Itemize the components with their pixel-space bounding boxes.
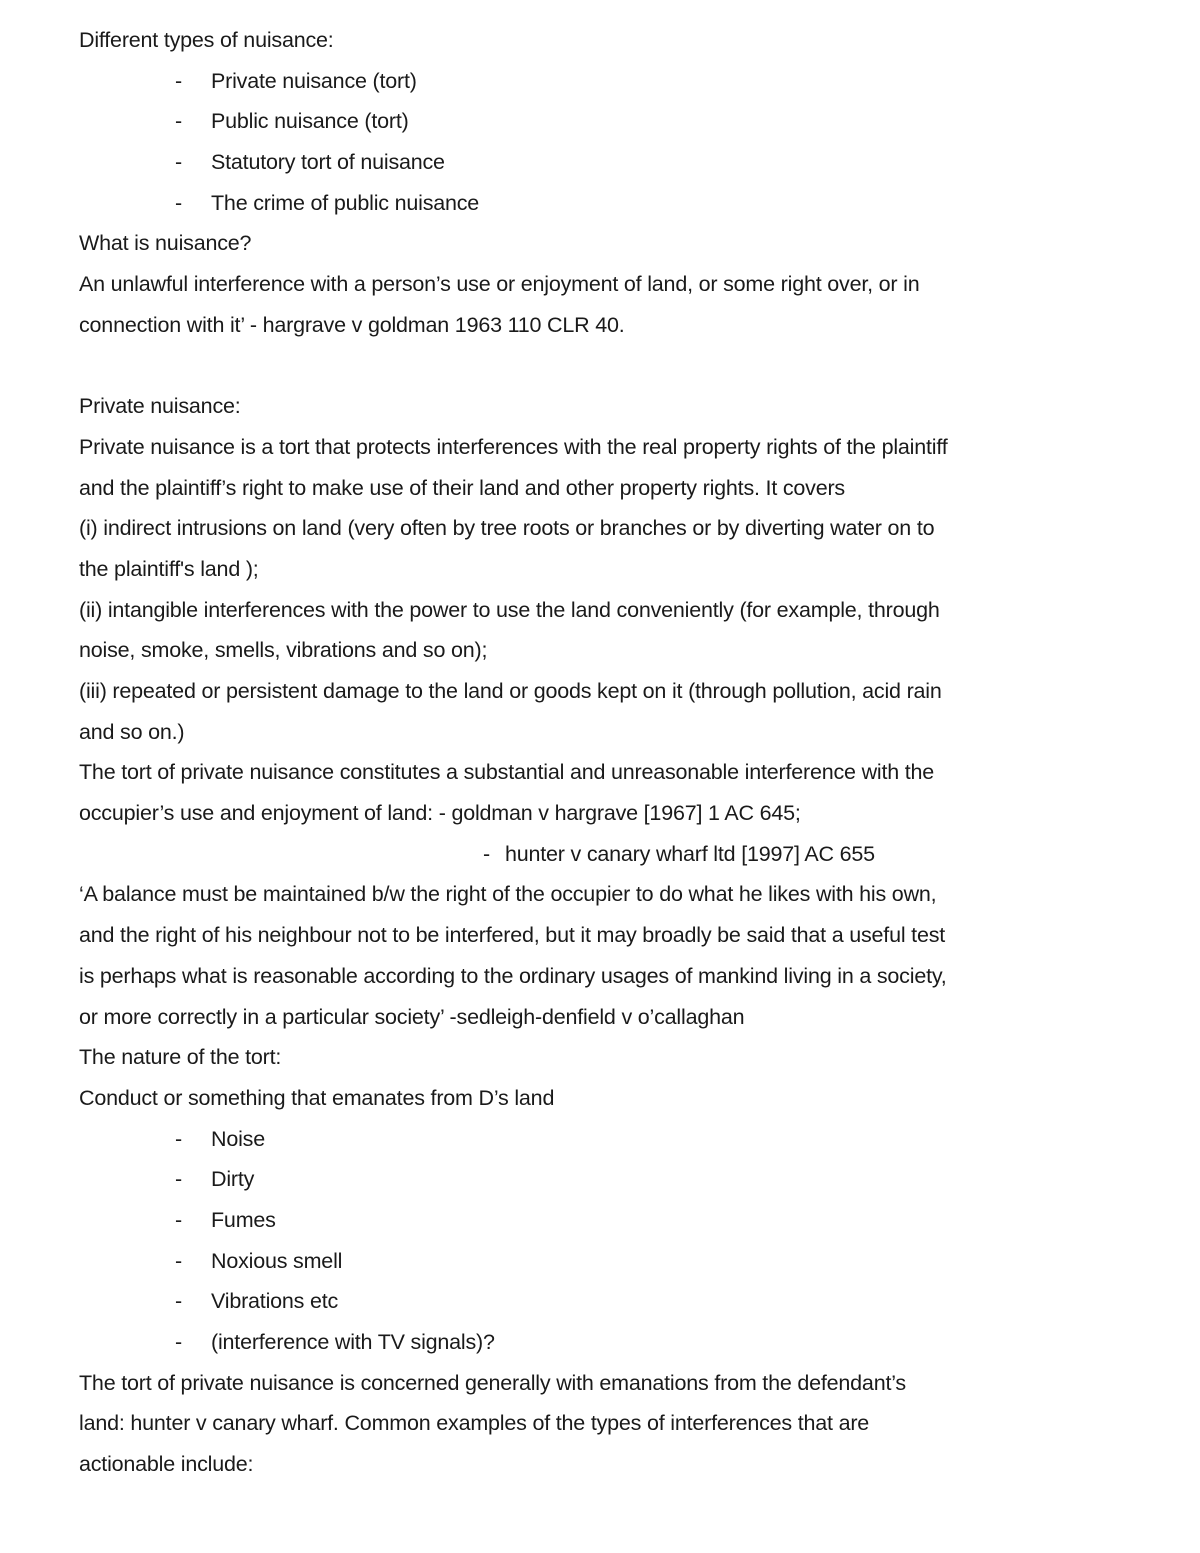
- case-citation-text: hunter v canary wharf ltd [1997] AC 655: [505, 841, 875, 866]
- bullet-dash: -: [175, 1167, 182, 1192]
- paragraph-line: Private nuisance is a tort that protects interferences with the real property rights of the plaintiff: [79, 434, 948, 459]
- list-item: [79, 1322, 1079, 1363]
- paragraph-line: occupier’s use and enjoyment of land: - goldman v hargrave [1967] 1 AC 645;: [79, 801, 801, 826]
- blank-line: [79, 346, 1079, 387]
- definition-line: connection with it’ - hargrave v goldman 1963 110 CLR 40.: [79, 312, 625, 337]
- conduct-line: Conduct or something that emanates from D’s land: [79, 1085, 555, 1110]
- bullet-dash: -: [175, 1289, 182, 1314]
- paragraph-line: The tort of private nuisance constitutes a substantial and unreasonable interference with the: [79, 760, 935, 785]
- bullet-dash: -: [175, 1126, 182, 1151]
- nature-heading: The nature of the tort:: [79, 1045, 282, 1070]
- bullet-dash: -: [175, 190, 182, 215]
- bullet-dash: -: [175, 1330, 182, 1354]
- list-item-text: Fumes: [211, 1207, 276, 1232]
- list-item-text: (interference with TV signals)?: [211, 1330, 495, 1354]
- bullet-dash: -: [175, 68, 182, 93]
- list-item-text: Noise: [211, 1126, 265, 1151]
- case-citation: [79, 834, 1079, 875]
- what-is-heading: What is nuisance?: [79, 231, 252, 256]
- bullet-dash: -: [483, 841, 490, 866]
- paragraph-line: (ii) intangible interferences with the power to use the land conveniently (for example, through: [79, 597, 940, 622]
- list-item: [79, 1281, 1079, 1322]
- bullet-dash: -: [175, 109, 182, 134]
- paragraph-line: (iii) repeated or persistent damage to the land or goods kept on it (through pollution, acid rain: [79, 679, 942, 703]
- list-item: [79, 1159, 1079, 1200]
- closing-line: The tort of private nuisance is concerned generally with emanations from the defendant’s: [79, 1370, 906, 1395]
- bullet-dash: -: [175, 150, 182, 175]
- list-item: [79, 1119, 1079, 1160]
- types-heading: Different types of nuisance:: [79, 28, 334, 52]
- quote-line: or more correctly in a particular society’ -sedleigh-denfield v o’callaghan: [79, 1004, 745, 1029]
- list-item-text: Private nuisance (tort): [211, 68, 417, 93]
- paragraph-line: and the plaintiff’s right to make use of their land and other property rights. It covers: [79, 475, 845, 500]
- list-item-text: Statutory tort of nuisance: [211, 150, 445, 175]
- list-item-text: Vibrations etc: [211, 1289, 339, 1314]
- list-item: [79, 101, 1079, 142]
- document-page: [79, 20, 1079, 1485]
- quote-line: and the right of his neighbour not to be interfered, but it may broadly be said that a useful test: [79, 923, 946, 948]
- paragraph-line: the plaintiff's land );: [79, 556, 259, 581]
- list-item-text: Noxious smell: [211, 1248, 343, 1273]
- list-item: [79, 142, 1079, 183]
- definition-line: An unlawful interference with a person’s use or enjoyment of land, or some right over, or in: [79, 272, 920, 297]
- bullet-dash: -: [175, 1207, 182, 1232]
- list-item-text: Public nuisance (tort): [211, 109, 409, 134]
- paragraph-line: noise, smoke, smells, vibrations and so on);: [79, 638, 488, 663]
- list-item-text: Dirty: [211, 1167, 255, 1192]
- quote-line: ‘A balance must be maintained b/w the right of the occupier to do what he likes with his own,: [79, 882, 937, 907]
- closing-line: actionable include:: [79, 1452, 254, 1477]
- quote-line: is perhaps what is reasonable according to the ordinary usages of mankind living in a society,: [79, 963, 947, 988]
- paragraph-line: (i) indirect intrusions on land (very often by tree roots or branches or by diverting water on to: [79, 516, 935, 541]
- closing-line: land: hunter v canary wharf. Common examples of the types of interferences that are: [79, 1411, 870, 1436]
- list-item-text: The crime of public nuisance: [211, 190, 480, 215]
- bullet-dash: -: [175, 1248, 182, 1273]
- paragraph-line: and so on.): [79, 719, 185, 744]
- list-item: [79, 61, 1079, 102]
- list-item: [79, 1200, 1079, 1241]
- list-item: [79, 183, 1079, 224]
- list-item: [79, 1241, 1079, 1282]
- private-heading: Private nuisance:: [79, 394, 241, 419]
